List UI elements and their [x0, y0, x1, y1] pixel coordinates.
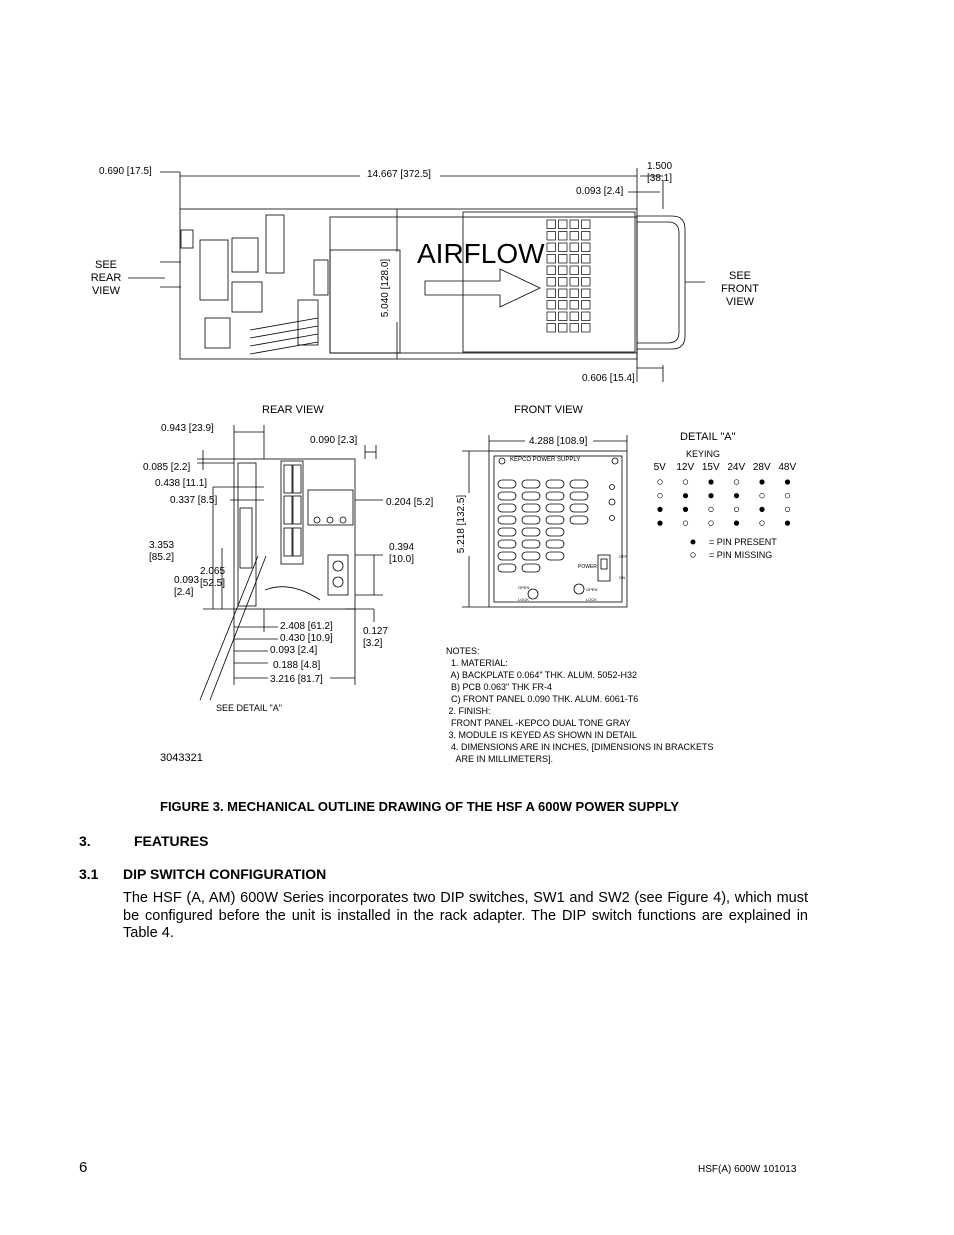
grille-square: [559, 312, 568, 321]
dim-0-085: 0.085 [2.2]: [143, 462, 191, 473]
section-number: 3.: [79, 833, 91, 849]
doc-id: HSF(A) 600W 101013: [698, 1164, 797, 1175]
voltage-12v: 12V: [676, 462, 695, 473]
grille-square: [582, 243, 591, 252]
grille-square: [570, 266, 579, 275]
dim-0-943: 0.943 [23.9]: [161, 423, 214, 434]
pin-present-dot: [708, 479, 713, 484]
voltage-24v: 24V: [727, 462, 746, 473]
rear-view-drawing: [197, 425, 383, 700]
airflow-grille: [547, 220, 590, 332]
lock-label-left: LOCK: [518, 597, 529, 602]
dim-0-430: 0.430 [10.9]: [280, 633, 333, 644]
pin-present-dot: [734, 521, 739, 526]
pin-missing-dot: [658, 493, 663, 498]
pin-missing-dot: [709, 507, 714, 512]
pin-missing-dot: [683, 480, 688, 485]
pin-present-symbol: [691, 540, 696, 545]
grille-square: [570, 301, 579, 310]
notes-line-8: 4. DIMENSIONS ARE IN INCHES, [DIMENSIONS IN BRACKETS: [446, 742, 714, 752]
pin-missing-dot: [760, 521, 765, 526]
power-label: POWER: [578, 564, 597, 570]
grille-square: [582, 289, 591, 298]
grille-square: [570, 220, 579, 229]
dim-1-500-inch: 1.500: [647, 161, 673, 172]
pin-missing-dot: [785, 493, 790, 498]
lock-label-right: LOCK: [586, 597, 597, 602]
dim-4-288: 4.288 [108.9]: [529, 436, 588, 447]
dim-0-690: 0.690 [17.5]: [99, 166, 152, 177]
grille-square: [559, 324, 568, 333]
airflow-label: AIRFLOW: [417, 238, 545, 269]
grille-square: [582, 255, 591, 264]
grille-square: [570, 255, 579, 264]
pin-present-dot: [759, 479, 764, 484]
grille-square: [570, 243, 579, 252]
grille-square: [559, 220, 568, 229]
grille-square: [570, 278, 579, 287]
pin-present-dot: [657, 507, 662, 512]
pin-missing-dot: [709, 521, 714, 526]
side-view: [128, 168, 705, 382]
subsection-number: 3.1: [79, 866, 99, 882]
section-title: FEATURES: [134, 833, 209, 849]
subsection-title: DIP SWITCH CONFIGURATION: [123, 866, 327, 882]
dim-1-500-mm: [38.1]: [647, 173, 673, 184]
kepco-panel-label: KEPCO POWER SUPPLY: [510, 457, 581, 463]
dim-0-188: 0.188 [4.8]: [273, 660, 321, 671]
grille-square: [559, 278, 568, 287]
front-view-title: FRONT VIEW: [514, 404, 583, 416]
dim-14-667: 14.667 [372.5]: [367, 169, 431, 180]
grille-square: [547, 255, 556, 264]
dim-0-093-top: 0.093 [2.4]: [576, 186, 624, 197]
keying-voltage-headers: [647, 462, 800, 474]
keying-pins: [657, 479, 790, 525]
open-label-left: OPEN: [518, 585, 530, 590]
pin-missing-dot: [760, 493, 765, 498]
grille-square: [559, 255, 568, 264]
pin-present-label: = PIN PRESENT: [709, 537, 777, 547]
grille-square: [547, 243, 556, 252]
dim-0-438: 0.438 [11.1]: [155, 478, 208, 489]
notes-line-5: 2. FINISH:: [446, 706, 491, 716]
voltage-48v: 48V: [778, 462, 797, 473]
open-label-right: OPEN: [586, 587, 598, 592]
dim-5-218-height: 5.218 [132.5]: [456, 494, 468, 554]
notes-line-7: 3. MODULE IS KEYED AS SHOWN IN DETAIL: [446, 730, 637, 740]
notes-heading: NOTES:: [446, 646, 480, 656]
dim-2-065: 2.065 [52.5]: [200, 566, 226, 589]
pin-missing-symbol: [691, 553, 696, 558]
voltage-5v: 5V: [653, 462, 666, 473]
see-front-view-label: SEE FRONT VIEW: [721, 270, 759, 308]
pin-missing-dot: [658, 480, 663, 485]
grille-square: [547, 289, 556, 298]
see-detail-a-label: SEE DETAIL "A": [216, 703, 282, 713]
pin-present-dot: [683, 493, 688, 498]
pin-present-dot: [759, 507, 764, 512]
grille-square: [582, 301, 591, 310]
grille-square: [570, 289, 579, 298]
notes-line-9: ARE IN MILLIMETERS].: [446, 754, 554, 764]
on-label: ON: [619, 575, 625, 580]
figure-caption: FIGURE 3. MECHANICAL OUTLINE DRAWING OF THE HSF A 600W POWER SUPPLY: [160, 799, 680, 814]
grille-square: [547, 266, 556, 275]
dim-0-127: 0.127 [3.2]: [363, 626, 389, 649]
detail-a-title: DETAIL "A": [680, 431, 736, 443]
grille-square: [547, 278, 556, 287]
voltage-28v: 28V: [752, 462, 771, 473]
dim-0-606: 0.606 [15.4]: [582, 373, 635, 384]
notes-line-4: C) FRONT PANEL 0.090 THK. ALUM. 6061-T6: [446, 694, 639, 704]
grille-square: [582, 220, 591, 229]
pin-missing-dot: [785, 507, 790, 512]
voltage-15v: 15V: [701, 462, 720, 473]
grille-square: [582, 312, 591, 321]
see-rear-view-label: SEE REAR VIEW: [90, 259, 122, 297]
pin-present-dot: [785, 521, 790, 526]
drawing-number: 3043321: [160, 752, 203, 764]
dim-0-090: 0.090 [2.3]: [310, 435, 358, 446]
off-label: OFF: [619, 554, 627, 559]
rear-view-title: REAR VIEW: [262, 404, 324, 416]
dim-0-093-rear-left: 0.093 [2.4]: [174, 575, 200, 598]
grille-square: [559, 301, 568, 310]
grille-square: [547, 220, 556, 229]
notes-line-2: A) BACKPLATE 0.064" THK. ALUM. 5052-H32: [446, 670, 637, 680]
keying-label: KEYING: [686, 449, 721, 459]
pin-missing-dot: [683, 521, 688, 526]
grille-square: [582, 266, 591, 275]
dim-2-408: 2.408 [61.2]: [280, 621, 333, 632]
grille-square: [547, 324, 556, 333]
grille-square: [582, 278, 591, 287]
grille-square: [570, 324, 579, 333]
grille-square: [547, 301, 556, 310]
notes-line-6: FRONT PANEL -KEPCO DUAL TONE GRAY: [446, 718, 631, 728]
dim-3-216: 3.216 [81.7]: [270, 674, 323, 685]
notes-line-3: B) PCB 0.063" THK FR-4: [446, 682, 553, 692]
dim-0-337: 0.337 [8.5]: [170, 495, 218, 506]
dim-0-093-rear-bottom: 0.093 [2.4]: [270, 645, 318, 656]
grille-square: [559, 243, 568, 252]
dim-3-353: 3.353 [85.2]: [149, 540, 175, 563]
grille-square: [559, 266, 568, 275]
pin-present-dot: [708, 493, 713, 498]
pin-missing-label: = PIN MISSING: [709, 550, 773, 560]
grille-square: [559, 289, 568, 298]
grille-square: [559, 232, 568, 241]
dim-5-040-height: 5.040 [128.0]: [380, 258, 392, 318]
page-number: 6: [79, 1159, 88, 1176]
notes-line-1: 1. MATERIAL:: [446, 658, 508, 668]
pin-missing-dot: [734, 480, 739, 485]
grille-square: [582, 324, 591, 333]
grille-square: [547, 312, 556, 321]
pin-present-dot: [683, 507, 688, 512]
grille-square: [570, 232, 579, 241]
pin-missing-dot: [734, 507, 739, 512]
grille-square: [547, 232, 556, 241]
grille-square: [570, 312, 579, 321]
pin-present-dot: [734, 493, 739, 498]
dim-0-204: 0.204 [5.2]: [386, 497, 434, 508]
dim-0-394: 0.394 [10.0]: [389, 542, 415, 565]
grille-square: [582, 232, 591, 241]
subsection-body: The HSF (A, AM) 600W Series incorporates two DIP switches, SW1 and SW2 (see Figure 4), which must be configured before the unit is installed in the rack adapter. The DIP switch functions are explained in Table 4.: [123, 890, 808, 941]
pin-present-dot: [657, 521, 662, 526]
pin-present-dot: [785, 479, 790, 484]
